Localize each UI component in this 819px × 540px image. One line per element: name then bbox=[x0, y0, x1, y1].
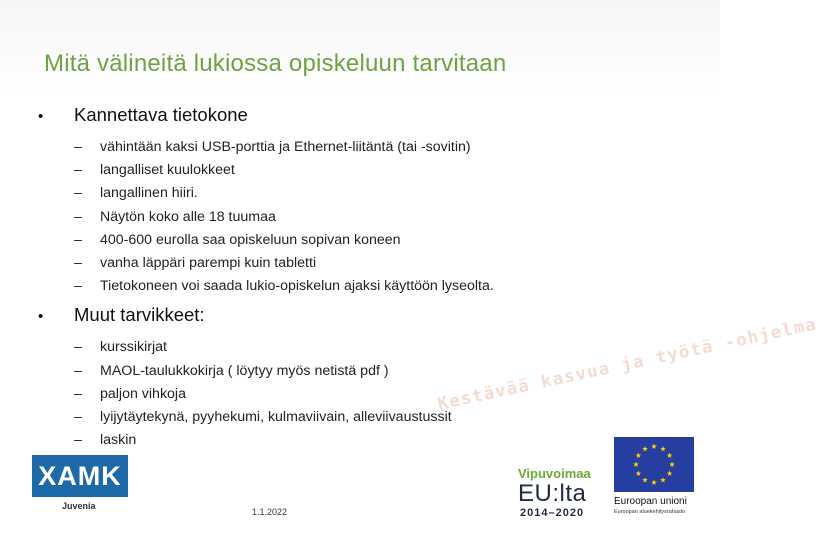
list-item-text: Tietokoneen voi saada lukio-opiskelun ajaksi käyttöön lyseolta. bbox=[100, 278, 494, 295]
list-item bbox=[74, 229, 674, 252]
program-years: 2014–2020 bbox=[520, 507, 585, 519]
section-heading-text: Muut tarvikkeet: bbox=[74, 304, 205, 326]
dash: – bbox=[74, 231, 82, 248]
list-item bbox=[74, 182, 674, 205]
eu-star-icon bbox=[660, 446, 666, 451]
list-item-text: kurssikirjat bbox=[100, 339, 168, 356]
list-item-text: lyijytäytekynä, pyyhekumi, kulmaviivain, alleviivaustussit bbox=[100, 409, 452, 426]
xamk-logo bbox=[32, 455, 128, 497]
list-item bbox=[74, 383, 674, 406]
dash: – bbox=[74, 278, 82, 295]
dash: – bbox=[74, 362, 82, 379]
eu-sub-label: Euroopan aluekehitysrahasto bbox=[614, 509, 686, 515]
eu-star-icon bbox=[660, 477, 666, 482]
section-heading-text: Kannettava tietokone bbox=[74, 104, 248, 125]
slide-title: Mitä välineitä lukiossa opiskeluun tarvitaan bbox=[44, 50, 507, 77]
dash: – bbox=[74, 139, 82, 155]
list-item bbox=[74, 406, 674, 429]
eu-star-icon bbox=[642, 446, 648, 451]
laptop-list bbox=[34, 136, 674, 298]
bullet: • bbox=[38, 108, 44, 125]
program-slogan: Kestävää kasvua ja työtä -ohjelma bbox=[436, 314, 819, 415]
eu-star-icon bbox=[667, 453, 673, 458]
list-item-text: paljon vihkoja bbox=[100, 385, 186, 402]
list-item-text: laskin bbox=[100, 432, 137, 449]
juvenia-label: Juvenia bbox=[62, 501, 96, 511]
dash: – bbox=[74, 255, 82, 272]
eu-star-icon bbox=[636, 453, 642, 458]
section-heading-laptop bbox=[34, 104, 674, 126]
vipuvoimaa-title: Vipuvoimaa bbox=[518, 466, 591, 481]
list-item bbox=[74, 159, 674, 182]
eu-star-icon bbox=[636, 471, 642, 476]
slide-date: 1.1.2022 bbox=[252, 507, 288, 517]
eu-star-icon bbox=[669, 462, 675, 467]
list-item-text: langallinen hiiri. bbox=[100, 185, 198, 202]
dash: – bbox=[74, 185, 82, 202]
eu-star-icon bbox=[651, 480, 657, 485]
eu-label: Euroopan unioni bbox=[614, 496, 687, 507]
list-item bbox=[74, 206, 674, 229]
dash: – bbox=[74, 339, 82, 356]
section-heading-supplies bbox=[34, 304, 674, 326]
dash: – bbox=[74, 208, 82, 225]
list-item-text: Näytön koko alle 18 tuumaa bbox=[100, 208, 276, 225]
list-item-text: vanha läppäri parempi kuin tabletti bbox=[100, 255, 317, 272]
eu-flag-icon bbox=[614, 437, 694, 492]
list-item bbox=[74, 252, 674, 275]
list-item bbox=[74, 429, 674, 452]
list-item-text: langalliset kuulokkeet bbox=[100, 162, 235, 179]
list-item bbox=[74, 136, 674, 159]
eu-lta-text: EU:lta bbox=[518, 480, 587, 507]
list-item bbox=[74, 275, 674, 298]
dash: – bbox=[74, 432, 82, 449]
eu-stars-icon bbox=[614, 437, 694, 492]
dash: – bbox=[74, 385, 82, 402]
list-item-text: vähintään kaksi USB-porttia ja Ethernet-liitäntä (tai -sovitin) bbox=[100, 139, 471, 155]
list-item-text: MAOL-taulukkokirja ( löytyy myös netistä pdf ) bbox=[100, 362, 389, 379]
list-item bbox=[74, 336, 674, 359]
eu-star-icon bbox=[633, 462, 639, 467]
eu-star-icon bbox=[651, 444, 657, 449]
bullet: • bbox=[38, 308, 44, 326]
slide-content bbox=[34, 104, 674, 458]
eu-star-icon bbox=[667, 471, 673, 476]
eu-star-icon bbox=[642, 477, 648, 482]
dash: – bbox=[74, 409, 82, 426]
list-item-text: 400-600 eurolla saa opiskeluun sopivan koneen bbox=[100, 231, 401, 248]
supplies-list bbox=[34, 336, 674, 452]
dash: – bbox=[74, 162, 82, 179]
xamk-logo-text: XAMK bbox=[38, 461, 122, 491]
